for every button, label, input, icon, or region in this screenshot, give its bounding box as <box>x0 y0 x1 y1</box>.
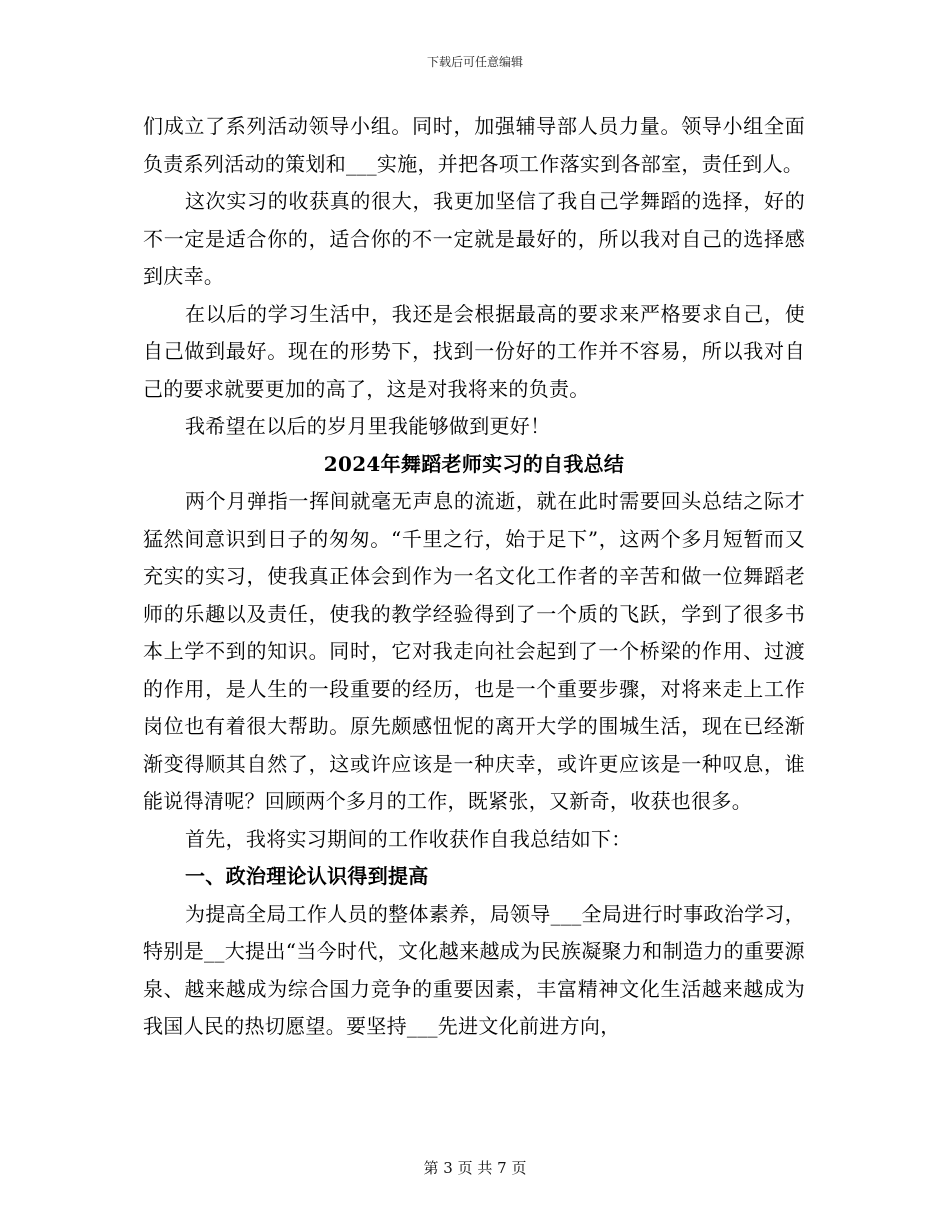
document-body <box>143 108 805 1046</box>
document-title: 2024年舞蹈老师实习的自我总结 <box>323 451 625 476</box>
header-note: 下载后可任意编辑 <box>426 55 523 69</box>
paragraph-2: 这次实习的收获真的很大，我更加坚信了我自己学舞蹈的选择，好的不一定是适合你的，适合你的不一定就是最好的，所以我对自己的选择感到庆幸。 <box>143 189 805 288</box>
paragraph-4: 我希望在以后的岁月里我能够做到更好！ <box>185 414 551 438</box>
paragraph-1: 们成立了系列活动领导小组。同时，加强辅导部人员力量。领导小组全面负责系列活动的策划和___实施，并把各项工作落实到各部室，责任到人。 <box>143 114 805 176</box>
page-number: 第 3 页 共 7 页 <box>423 1159 527 1177</box>
paragraph-3: 在以后的学习生活中，我还是会根据最高的要求来严格要求自己，使自己做到最好。现在的形势下，找到一份好的工作并不容易，所以我对自己的要求就要更加的高了，这是对我将来的负责。 <box>143 301 805 401</box>
paragraph-5: 两个月弹指一挥间就毫无声息的流逝，就在此时需要回头总结之际才猛然间意识到日子的匆匆。“千里之行，始于足下”，这两个多月短暂而又充实的实习，使我真正体会到作为一名文化工作者的辛苦和做一位舞蹈老师的乐趣以及责任，使我的教学经验得到了一个质的飞跃，学到了很多书本上学不到的知识。同时，它对我走向社会起到了一个桥梁的作用、过渡的作用，是人生的一段重要的经历，也是一个重要步骤，对将来走上工作岗位也有着很大帮助。原先颇感忸怩的离开大学的围城生活，现在已经渐渐变得顺其自然了，这或许应该是一种庆幸，或许更应该是一种叹息，谁能说得清呢？回顾两个多月的工作，既紧张，又新奇，收获也很多。 <box>143 489 805 813</box>
section-heading-1: 一、政治理论认识得到提高 <box>185 864 429 888</box>
paragraph-7: 为提高全局工作人员的整体素养，局领导___全局进行时事政治学习，特别是__大提出“当今时代，文化越来越成为民族凝聚力和制造力的重要源泉、越来越成为综合国力竞争的重要因素，丰富精神文化生活越来越成为我国人民的热切愿望。要坚持___先进文化前进方向， <box>143 901 805 1038</box>
paragraph-6: 首先，我将实习期间的工作收获作自我总结如下： <box>185 826 632 851</box>
